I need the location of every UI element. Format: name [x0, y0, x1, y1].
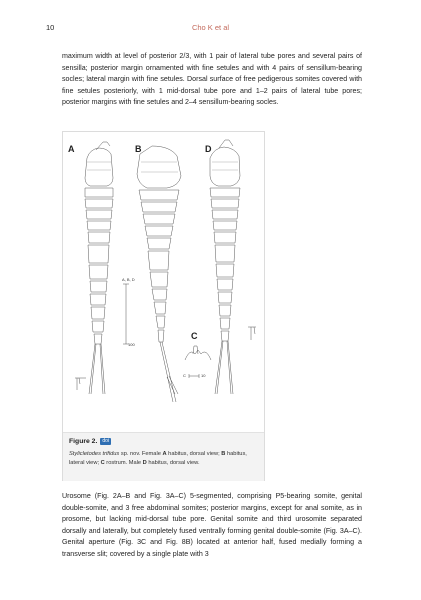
caption-part-2: habitus, dorsal view; [166, 451, 222, 457]
figure-title-text: Figure 2. [69, 438, 98, 445]
caption-label-a: A [162, 451, 167, 457]
figure-caption-area [63, 432, 264, 481]
paragraph-top: maximum width at level of posterior 2/3, with 1 pair of lateral tube pores and several pairs of sensilla; posterior margin ornamented with fine setules and with 4 pairs of sensillum-bearing socles; lateral margin with fine setules. Dorsal surface of free pedigerous somites covered with fine setules posteriorly, with 1 mid-dorsal tube pore and 1–2 pairs of lateral tube pores; posterior margins with fine setules and 2–4 sensillum-bearing socles. [62, 52, 362, 106]
caption-part-3: habitus, lateral view; [69, 451, 247, 466]
scale-bar-c-label: C [183, 373, 186, 378]
figure-2 [62, 131, 265, 481]
doi-badge[interactable]: doi [102, 438, 110, 444]
running-head: Cho K et al [191, 23, 230, 32]
caption-label-c: C [100, 459, 105, 466]
page-number: 10 [46, 23, 55, 32]
paragraph-bottom: Urosome (Fig. 2A–B and Fig. 3A–C) 5-segmented, comprising P5-bearing somite, genital double-somite, and 3 free abdominal somites; posterior margins, except for anal somite, as in prosome, but lacking mid-dorsal tube pore. Genital somite and third urosomite separated dorsally and laterally, but completely fused ventrally forming genital double-somite (Fig. 3A–C). Genital aperture (Fig. 3C and Fig. 8B) located at anterior half, fused medially forming a transverse slit; covered by a single plate with 3 [62, 492, 362, 558]
scale-bar-c-value: 10 [201, 373, 206, 378]
caption-part-5: habitus, dorsal view. [146, 459, 200, 466]
caption-part-1: sp. nov. Female [119, 451, 163, 457]
figure-caption [69, 450, 259, 467]
scale-bar-abd-value: 100 [128, 342, 135, 347]
panel-label-b: B [135, 144, 142, 154]
panel-label-a: A [68, 144, 75, 154]
caption-label-d: D [142, 459, 147, 466]
panel-label-d: D [205, 144, 212, 154]
scale-bar-abd-label: A, B, D [122, 277, 135, 282]
caption-label-b: B [221, 451, 226, 457]
caption-part-4: rostrum. Male [104, 459, 143, 466]
figure-title [69, 438, 111, 445]
figure-2-illustration [63, 132, 264, 430]
panel-label-c: C [191, 331, 198, 341]
caption-species: Stylicletodes trifidus [69, 451, 120, 457]
